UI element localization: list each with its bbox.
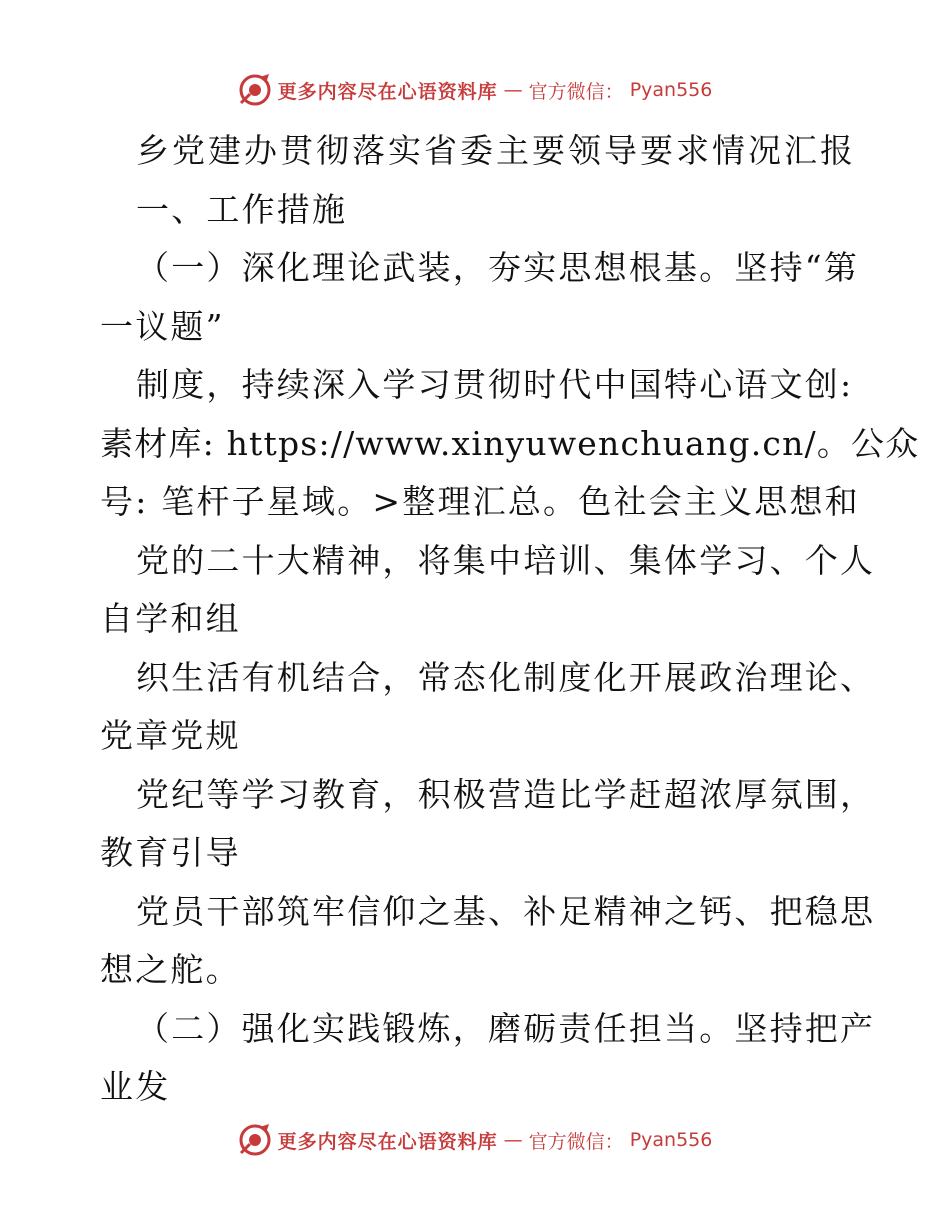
paragraph-line: 织生活有机结合，常态化制度化开展政治理论、	[136, 657, 876, 697]
paragraph-line: 号: 笔杆子星域。>整理汇总。色社会主义思想和	[100, 482, 860, 521]
footer-banner	[0, 1120, 950, 1160]
banner-wechat-label: 官方微信：	[528, 80, 624, 103]
paragraph-line: 一议题”	[100, 306, 225, 346]
document-body	[100, 122, 920, 1117]
paragraph-line: 党章党规	[100, 716, 241, 755]
paragraph-line: 想之舵。	[100, 950, 241, 989]
document-title: 乡党建办贯彻落实省委主要领导要求情况汇报	[136, 131, 856, 170]
banner-main-text: 更多内容尽在心语资料库	[277, 1130, 498, 1153]
quill-logo-icon	[238, 73, 272, 107]
paragraph-line: （一）深化理论武装，夯实思想根基。坚持“第	[136, 248, 860, 287]
banner-wechat-label: 官方微信：	[528, 1130, 624, 1153]
paragraph-line: 制度，持续深入学习贯彻时代中国特心语文创:	[136, 365, 854, 404]
paragraph-line: 业发	[100, 1067, 171, 1106]
banner-wechat-id: Pyan556	[629, 1129, 713, 1151]
paragraph-line: （二）强化实践锻炼，磨砺责任担当。坚持把产	[136, 1008, 876, 1048]
banner-wechat-id: Pyan556	[629, 79, 713, 101]
section-heading: 一、工作措施	[136, 189, 348, 229]
paragraph-line: 自学和组	[100, 599, 241, 638]
header-banner	[0, 70, 950, 110]
paragraph-line: 党的二十大精神，将集中培训、集体学习、个人	[136, 540, 876, 580]
paragraph-line: 素材库: https://www.xinyuwenchuang.cn/。公众	[100, 423, 920, 463]
quill-logo-icon	[238, 1123, 272, 1157]
paragraph-line: 党员干部筑牢信仰之基、补足精神之钙、把稳思	[136, 891, 876, 931]
paragraph-line: 教育引导	[100, 833, 241, 872]
paragraph-line: 党纪等学习教育，积极营造比学赶超浓厚氛围，	[136, 774, 876, 814]
banner-separator: —	[503, 1129, 523, 1151]
banner-separator: —	[503, 79, 523, 101]
banner-main-text: 更多内容尽在心语资料库	[277, 80, 498, 103]
